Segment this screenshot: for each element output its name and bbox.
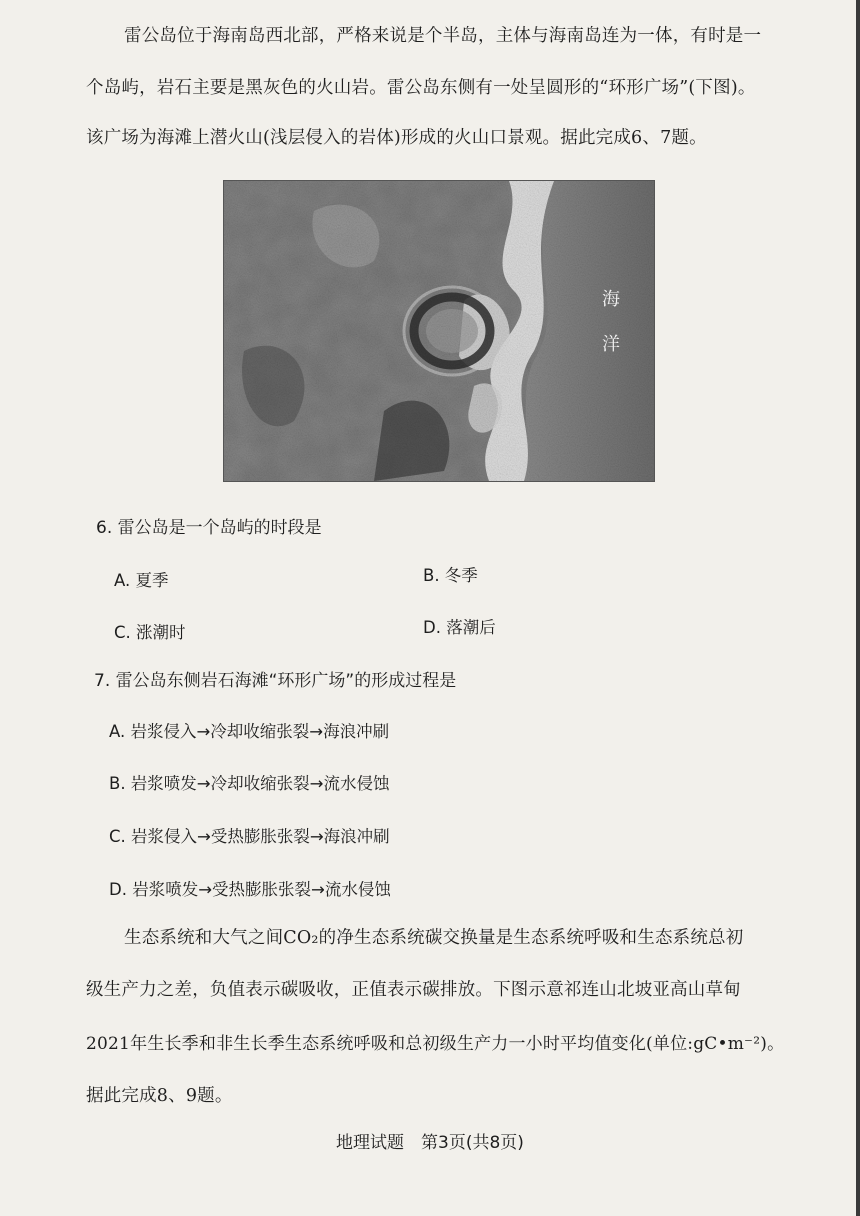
sea-label-bottom: 洋: [602, 334, 620, 355]
question-stem: 6. 雷公岛是一个岛屿的时段是: [96, 518, 322, 538]
intro-line: 据此完成8、9题。: [86, 1086, 233, 1106]
sea-label-top: 海: [602, 289, 620, 310]
option-c[interactable]: C. 涨潮时: [114, 623, 186, 642]
intro-line: 生态系统和大气之间CO₂的净生态系统碳交换量是生态系统呼吸和生态系统总初: [124, 928, 744, 948]
option-a[interactable]: A. 岩浆侵入→冷却收缩张裂→海浪冲刷: [109, 722, 390, 741]
intro-line: 2021年生长季和非生长季生态系统呼吸和总初级生产力一小时平均值变化(单位:gC•m⁻²)。: [86, 1034, 785, 1054]
intro-line: 级生产力之差，负值表示碳吸收，正值表示碳排放。下图示意祁连山北坡亚高山草甸: [86, 980, 741, 1000]
option-b[interactable]: B. 冬季: [423, 566, 478, 585]
intro-line: 个岛屿，岩石主要是黑灰色的火山岩。雷公岛东侧有一处呈圆形的“环形广场”(下图)。: [86, 78, 756, 98]
intro-line: 该广场为海滩上潜火山(浅层侵入的岩体)形成的火山口景观。据此完成6、7题。: [86, 128, 707, 148]
option-b[interactable]: B. 岩浆喷发→冷却收缩张裂→流水侵蚀: [109, 774, 390, 793]
option-a[interactable]: A. 夏季: [114, 571, 169, 590]
question-stem: 7. 雷公岛东侧岩石海滩“环形广场”的形成过程是: [94, 671, 457, 691]
page-footer: 地理试题 第3页(共8页): [336, 1133, 524, 1153]
ring-plaza-photo: [223, 180, 655, 482]
option-d[interactable]: D. 岩浆喷发→受热膨胀张裂→流水侵蚀: [109, 880, 391, 899]
option-d[interactable]: D. 落潮后: [423, 618, 496, 637]
option-c[interactable]: C. 岩浆侵入→受热膨胀张裂→海浪冲刷: [109, 827, 390, 846]
page-edge-shadow: [856, 0, 860, 1216]
intro-line: 雷公岛位于海南岛西北部，严格来说是个半岛，主体与海南岛连为一体，有时是一: [124, 26, 762, 46]
